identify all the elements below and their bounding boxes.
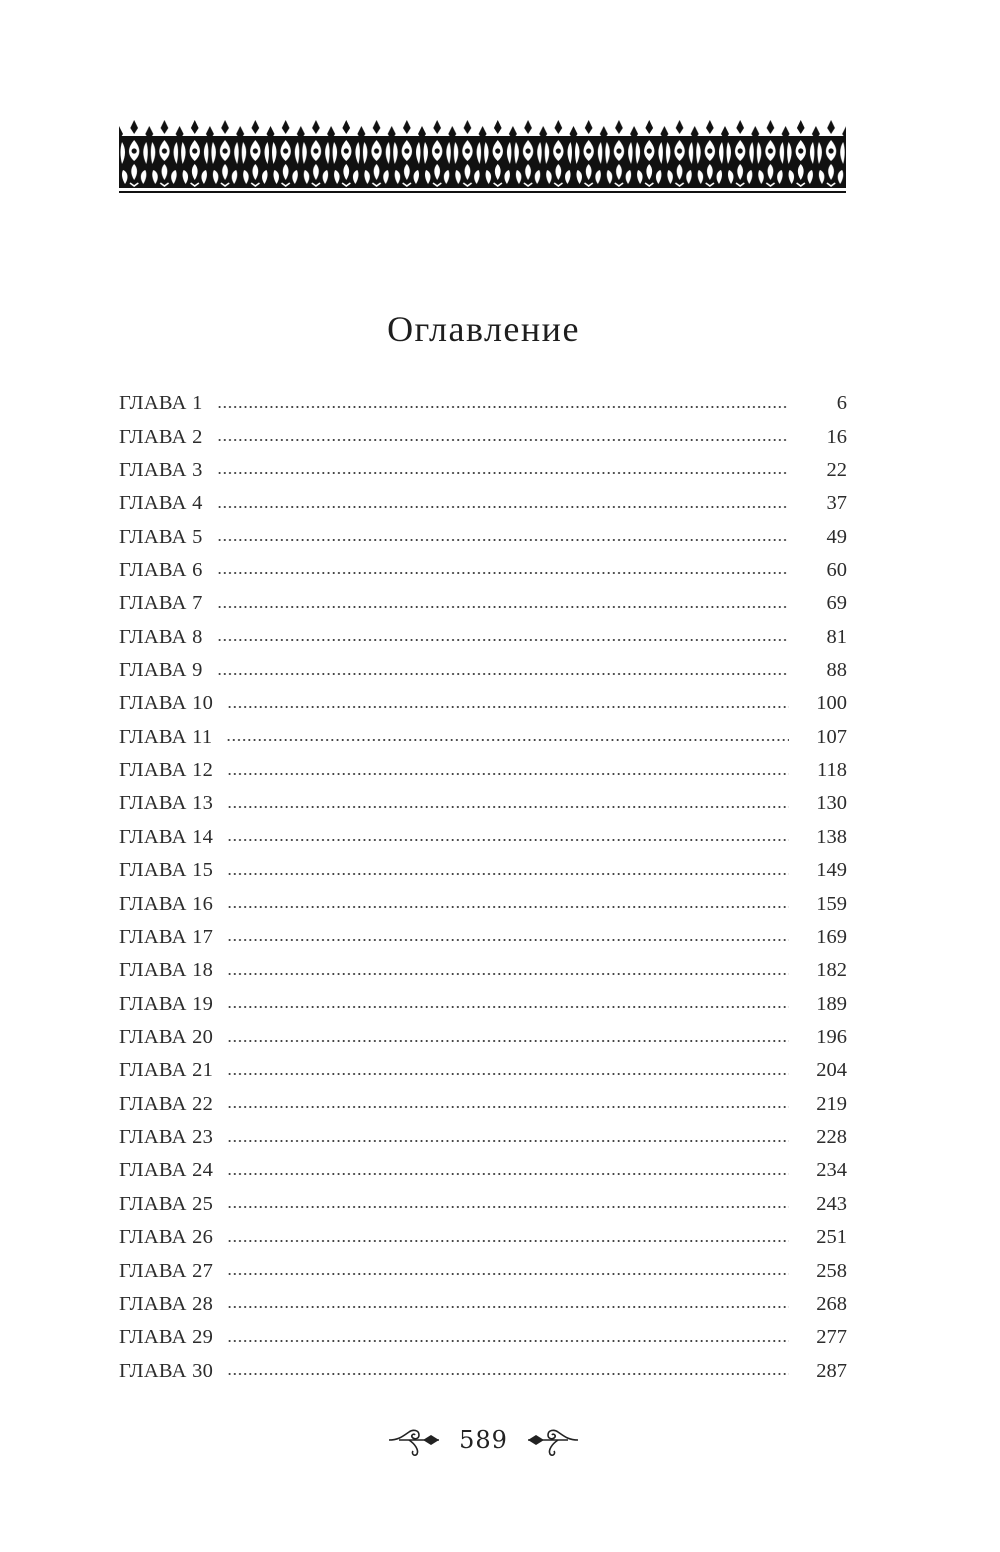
toc-entry-page: 258: [816, 1259, 847, 1282]
toc-entry-page: 60: [826, 558, 847, 581]
toc-entry[interactable]: [119, 1221, 847, 1254]
toc-entry-page: 69: [826, 592, 847, 615]
toc-entry-page: 37: [826, 492, 847, 515]
table-of-contents: [119, 387, 847, 1388]
toc-entry-label: ГЛАВА 5: [119, 525, 203, 548]
toc-entry-page: 138: [816, 825, 847, 848]
toc-entry-label: ГЛАВА 29: [119, 1326, 214, 1349]
toc-entry-page: 107: [816, 725, 847, 748]
toc-entry[interactable]: [119, 1288, 847, 1321]
toc-dot-leader: [227, 773, 789, 775]
toc-entry[interactable]: [119, 654, 847, 687]
toc-dot-leader: [227, 939, 789, 941]
toc-entry-label: ГЛАВА 2: [119, 425, 203, 448]
toc-entry-label: ГЛАВА 30: [119, 1359, 214, 1382]
toc-entry-label: ГЛАВА 4: [119, 492, 203, 515]
toc-entry-page: 81: [826, 625, 847, 648]
toc-entry-page: 234: [816, 1159, 847, 1182]
toc-entry-label: ГЛАВА 7: [119, 592, 203, 615]
toc-entry-page: 16: [826, 425, 847, 448]
toc-entry-page: 149: [816, 859, 847, 882]
toc-entry-label: ГЛАВА 17: [119, 925, 214, 948]
toc-dot-leader: [217, 673, 789, 675]
toc-dot-leader: [227, 973, 789, 975]
toc-entry-page: 169: [816, 925, 847, 948]
toc-entry[interactable]: [119, 1121, 847, 1154]
toc-entry-label: ГЛАВА 6: [119, 558, 203, 581]
toc-entry-page: 189: [816, 992, 847, 1015]
toc-entry-page: 88: [826, 659, 847, 682]
toc-entry[interactable]: [119, 554, 847, 587]
toc-entry[interactable]: [119, 520, 847, 553]
toc-entry-page: 196: [816, 1026, 847, 1048]
toc-dot-leader: [227, 1040, 789, 1042]
page-number: 589: [459, 1426, 508, 1454]
toc-entry-label: ГЛАВА 22: [119, 1092, 214, 1115]
toc-entry-label: ГЛАВА 21: [119, 1059, 214, 1082]
toc-entry[interactable]: [119, 854, 847, 887]
toc-entry-page: 159: [816, 892, 847, 915]
toc-entry[interactable]: [119, 587, 847, 620]
toc-entry[interactable]: [119, 921, 847, 954]
toc-entry[interactable]: [119, 1354, 847, 1387]
toc-dot-leader: [227, 906, 789, 908]
toc-entry-label: ГЛАВА 26: [119, 1226, 214, 1249]
toc-dot-leader: [227, 1373, 789, 1375]
toc-entry[interactable]: [119, 420, 847, 453]
toc-entry-label: ГЛАВА 3: [119, 458, 203, 481]
toc-entry[interactable]: [119, 621, 847, 654]
toc-dot-leader: [227, 873, 789, 875]
toc-entry-page: 277: [816, 1326, 847, 1349]
toc-entry-page: 204: [816, 1059, 847, 1082]
toc-dot-leader: [227, 1340, 789, 1342]
toc-dot-leader: [217, 539, 789, 541]
toc-entry-label: ГЛАВА 24: [119, 1159, 214, 1182]
toc-entry-page: 243: [816, 1192, 847, 1215]
toc-dot-leader: [227, 1106, 789, 1108]
toc-entry-label: ГЛАВА 25: [119, 1192, 214, 1215]
page-title: Оглавление: [387, 309, 580, 349]
toc-dot-leader: [217, 572, 789, 574]
toc-entry[interactable]: [119, 721, 847, 754]
toc-dot-leader: [227, 1140, 789, 1142]
toc-entry[interactable]: [119, 887, 847, 920]
toc-entry[interactable]: [119, 1088, 847, 1121]
toc-entry-label: ГЛАВА 27: [119, 1259, 214, 1282]
toc-entry[interactable]: [119, 454, 847, 487]
toc-dot-leader: [227, 1073, 789, 1075]
toc-entry[interactable]: [119, 687, 847, 720]
toc-dot-leader: [227, 706, 789, 708]
toc-entry[interactable]: [119, 1021, 847, 1054]
toc-entry-label: ГЛАВА 11: [119, 725, 213, 748]
toc-dot-leader: [217, 506, 789, 508]
toc-dot-leader: [217, 406, 789, 408]
toc-entry-page: 49: [826, 525, 847, 548]
toc-entry-page: 100: [816, 692, 847, 715]
toc-entry[interactable]: [119, 1254, 847, 1287]
toc-entry[interactable]: [119, 1321, 847, 1354]
toc-entry[interactable]: [119, 987, 847, 1020]
toc-entry[interactable]: [119, 954, 847, 987]
toc-entry-page: 219: [816, 1092, 847, 1115]
toc-entry-label: ГЛАВА 12: [119, 759, 214, 782]
toc-dot-leader: [217, 606, 789, 608]
toc-entry-label: ГЛАВА 1: [119, 392, 203, 415]
toc-entry-label: ГЛАВА 18: [119, 959, 214, 982]
toc-entry[interactable]: [119, 754, 847, 787]
toc-dot-leader: [227, 1240, 789, 1242]
toc-entry[interactable]: [119, 1154, 847, 1187]
toc-entry-page: 6: [836, 392, 847, 415]
toc-entry-label: ГЛАВА 19: [119, 992, 214, 1015]
toc-dot-leader: [227, 1273, 789, 1275]
toc-entry[interactable]: [119, 1054, 847, 1087]
toc-dot-leader: [227, 1006, 789, 1008]
toc-entry-page: 118: [817, 759, 847, 782]
toc-entry-label: ГЛАВА 16: [119, 892, 214, 915]
toc-entry-label: ГЛАВА 28: [119, 1292, 214, 1315]
toc-dot-leader: [226, 739, 789, 741]
toc-dot-leader: [227, 839, 789, 841]
toc-entry[interactable]: [119, 1188, 847, 1221]
toc-entry-label: ГЛАВА 15: [119, 859, 214, 882]
toc-entry-page: 130: [816, 792, 847, 815]
toc-entry[interactable]: [119, 387, 847, 420]
toc-entry-label: ГЛАВА 14: [119, 825, 214, 848]
toc-dot-leader: [217, 639, 789, 641]
left-flourish-icon: [387, 1420, 443, 1460]
toc-dot-leader: [227, 1206, 789, 1208]
ornamental-header-band: [119, 120, 846, 196]
toc-entry-page: 287: [816, 1359, 847, 1382]
toc-entry-page: 182: [816, 959, 847, 982]
toc-entry-label: ГЛАВА 8: [119, 625, 203, 648]
toc-entry-label: ГЛАВА 23: [119, 1126, 214, 1149]
toc-entry-page: 22: [826, 458, 847, 481]
toc-entry[interactable]: [119, 821, 847, 854]
toc-entry-label: ГЛАВА 10: [119, 692, 214, 715]
toc-entry[interactable]: [119, 487, 847, 520]
toc-entry-label: ГЛАВА 20: [119, 1026, 214, 1048]
toc-entry[interactable]: [119, 787, 847, 820]
toc-dot-leader: [227, 1306, 789, 1308]
toc-dot-leader: [217, 472, 789, 474]
page-footer: [0, 1418, 967, 1462]
toc-dot-leader: [217, 439, 789, 441]
right-flourish-icon: [524, 1420, 580, 1460]
toc-entry-page: 268: [816, 1292, 847, 1315]
toc-entry-page: 251: [816, 1226, 847, 1249]
toc-dot-leader: [227, 1173, 789, 1175]
toc-dot-leader: [227, 806, 789, 808]
toc-entry-label: ГЛАВА 13: [119, 792, 214, 815]
toc-entry-label: ГЛАВА 9: [119, 659, 203, 682]
toc-entry-page: 228: [816, 1126, 847, 1149]
